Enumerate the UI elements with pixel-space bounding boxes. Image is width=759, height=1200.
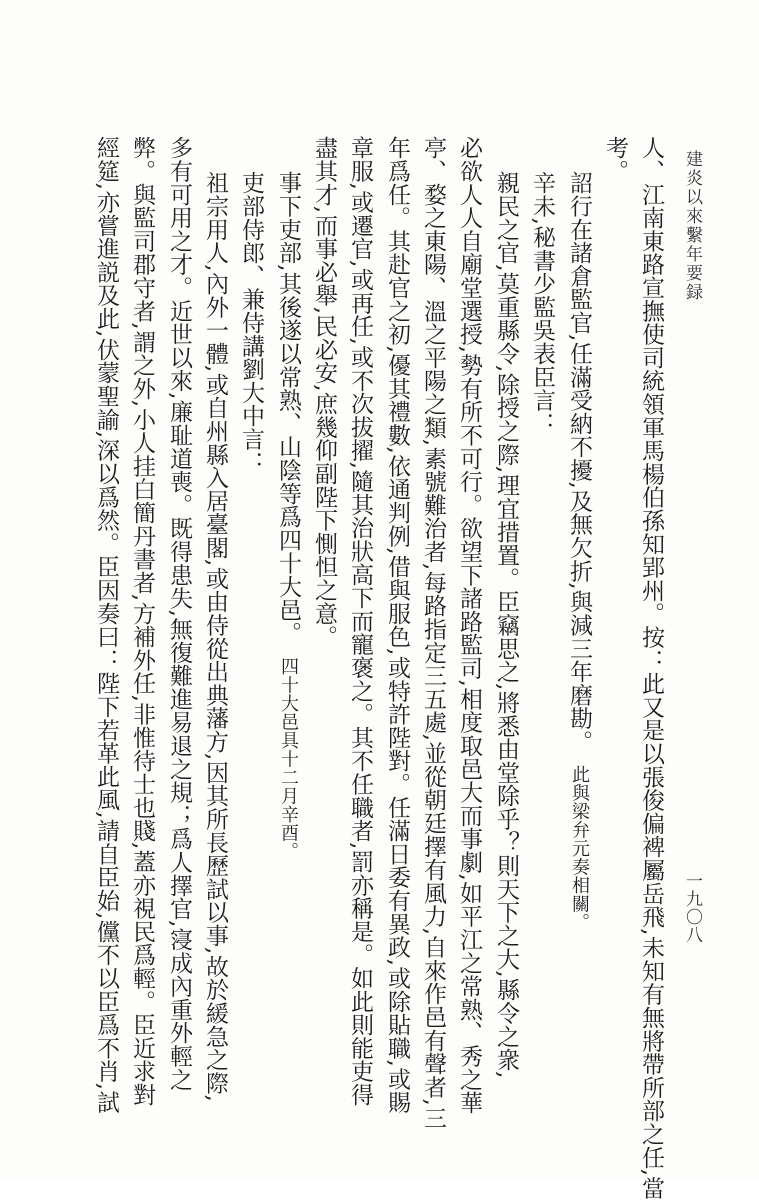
column-text: 年爲任。其赴官之初,優其禮數,依通判例,借與服色,或特許陛對。任滿日委有異政,或除貼職,或賜 bbox=[384, 136, 410, 1114]
text-column bbox=[565, 171, 593, 932]
text-column bbox=[201, 171, 229, 1102]
column-text: 經筵,亦嘗進説及此,伏蒙聖諭,深以爲然。臣因奏曰：陛下若革此風,請自臣始,儻不以臣爲不肖,試 bbox=[93, 136, 119, 1114]
column-text: 亭、婺之東陽、溫之平陽之類,素號難治者,每路指定三五處,並從朝廷擇有風力,自來作邑有聲者,三 bbox=[420, 136, 446, 1130]
column-text: 弊。與監司郡守者,謂之外,小人挂白簡丹書者,方補外任,非惟待士也賤,蓋亦視民爲輕。臣近求對 bbox=[129, 136, 155, 1107]
column-text: 詔行在諸倉監官,任滿受納不擾,及無欠折,與減三年磨勘。 bbox=[566, 171, 592, 754]
column-text: 必欲人人自廟堂選授,勢有所不可行。欲望下諸路監司,相度取邑大而事劇,如平江之常熟、秀之華 bbox=[456, 136, 482, 1115]
column-text: 章服,或遷官,或再任,或不次拔擢,隨其治狀高下而寵褒之。其不任職者,罰亦稱是。如此則能吏得 bbox=[347, 136, 373, 1107]
page-number: 一九〇八 bbox=[682, 872, 702, 944]
text-column bbox=[492, 171, 520, 1079]
column-text: 多有可用之才。近世以來,廉耻道喪。既得患失,無復難進易退之規；爲人擇官,寖成內重外輕之 bbox=[166, 136, 192, 1091]
text-column bbox=[274, 171, 302, 860]
text-column bbox=[237, 171, 265, 474]
column-text: 親民之官,莫重縣令,除授之際,理宜措置。臣竊思之,將悉由堂除乎？則天下之大,縣令之衆, bbox=[493, 171, 519, 1079]
column-text: 祖宗用人,內外一體,或自州縣入居臺閣,或由侍從出典藩方,因其所長歷試以事,故於緩急之際, bbox=[202, 171, 228, 1103]
column-text: 事下吏部,其後遂以常熟、山陰等爲四十大邑。 bbox=[275, 171, 301, 645]
text-column bbox=[637, 136, 665, 1200]
text-column bbox=[455, 136, 483, 1114]
column-text: 盡其才,而事必舉,民必安,庶幾仰副陛下惻怛之意。 bbox=[311, 136, 337, 649]
column-text: 辛未,秘書少監吳表臣言： bbox=[529, 171, 555, 435]
annotation-note: 四十大邑具十二月辛酉。 bbox=[278, 656, 299, 861]
text-column bbox=[419, 136, 447, 1129]
text-column bbox=[310, 136, 338, 648]
column-text: 考。 bbox=[602, 136, 628, 183]
text-column bbox=[528, 171, 556, 435]
column-text: 吏部侍郎、兼侍講劉大中言： bbox=[238, 171, 264, 474]
text-column bbox=[601, 136, 629, 183]
column-text: 人、江南東路宣撫使司統領軍馬楊伯孫知郢州。按：此又是以張俊偏裨屬岳飛,未知有無將帶所部之任,當 bbox=[638, 136, 664, 1200]
text-column bbox=[165, 136, 193, 1091]
text-column bbox=[383, 136, 411, 1114]
book-title: 建炎以來繫年要録 bbox=[682, 150, 702, 302]
annotation-note: 此與梁弁元奏相關。 bbox=[569, 765, 590, 932]
text-column bbox=[128, 136, 156, 1106]
text-column bbox=[92, 136, 120, 1114]
text-column bbox=[346, 136, 374, 1106]
